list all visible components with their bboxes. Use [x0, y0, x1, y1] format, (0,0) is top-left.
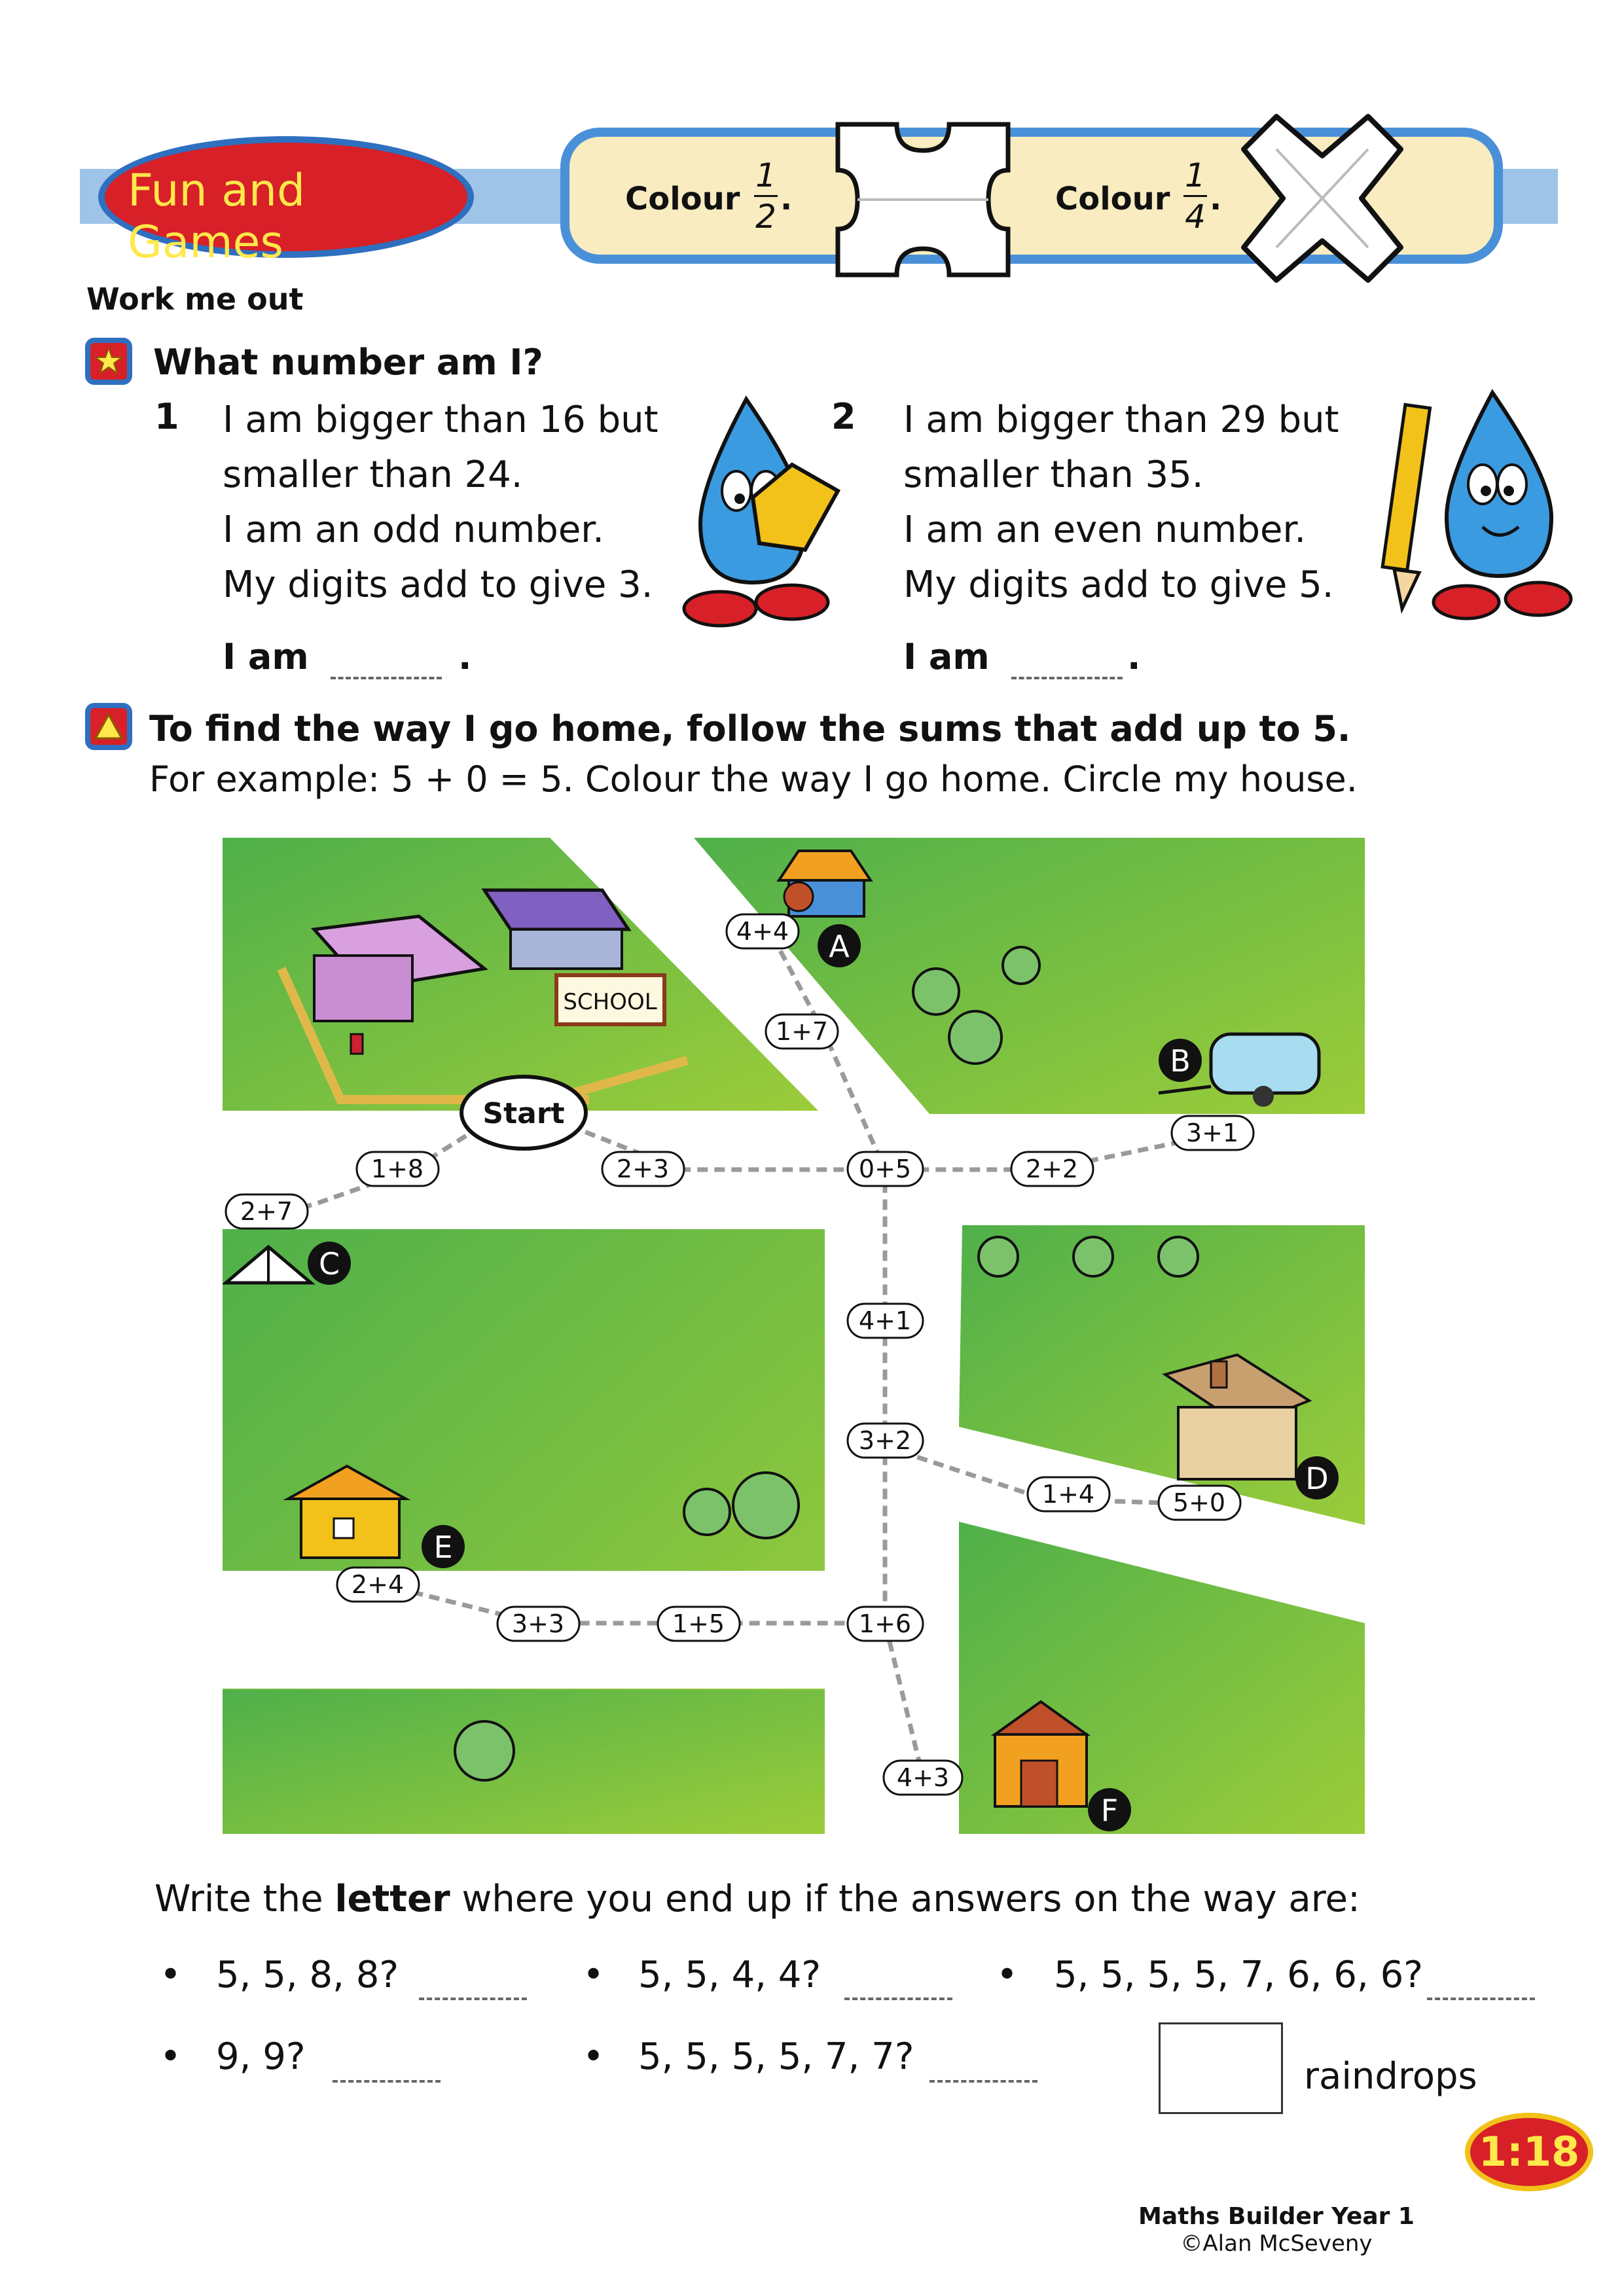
bullet-answer-3[interactable] [1427, 1998, 1535, 2000]
fraction-quarter-denominator: 4 [1185, 198, 1206, 236]
place-b-marker [1159, 1039, 1202, 1082]
colour-label-quarter: Colour [1055, 181, 1170, 217]
bullet-icon: • [160, 2036, 182, 2078]
q1-line-1: I am bigger than 16 but [223, 399, 659, 441]
letterbox-icon [351, 1034, 363, 1054]
question-c-intro [154, 1872, 1360, 1927]
sum-label [884, 1761, 962, 1795]
svg-text:B: B [1170, 1043, 1191, 1079]
triangle-icon [85, 703, 132, 750]
place-e-marker [422, 1525, 465, 1568]
fraction-half [751, 156, 780, 236]
fraction-quarter [1181, 156, 1210, 236]
bullet-answer-1[interactable] [419, 1998, 527, 2000]
bullet-text-5: 5, 5, 5, 5, 7, 7? [638, 2036, 914, 2078]
q1-line-2: smaller than 24. [223, 454, 523, 496]
sum-label [727, 914, 799, 948]
sum-label [848, 1607, 923, 1641]
q2-text [903, 393, 1375, 613]
bullet-text-3: 5, 5, 5, 5, 7, 6, 6, 6? [1054, 1954, 1423, 1996]
shape-colour-quarter[interactable] [1237, 110, 1407, 287]
bullet-answer-4[interactable] [333, 2080, 441, 2083]
dog-kennel-icon [779, 851, 871, 916]
q1-line-3: I am an odd number. [223, 509, 604, 551]
bullet-text-1: 5, 5, 8, 8? [216, 1954, 399, 1996]
svg-text:C: C [318, 1246, 340, 1282]
q1-text [223, 393, 694, 613]
svg-text:1+6: 1+6 [858, 1609, 912, 1638]
sum-label [658, 1607, 740, 1641]
svg-text:4+3: 4+3 [896, 1763, 950, 1792]
period-1: . [780, 181, 793, 217]
svg-text:4+4: 4+4 [736, 917, 789, 946]
svg-text:D: D [1305, 1461, 1329, 1496]
colour-label-half: Colour [625, 181, 740, 217]
svg-text:1+8: 1+8 [370, 1155, 424, 1183]
page-title: Fun and Games [128, 165, 306, 268]
sum-label [1011, 1152, 1093, 1186]
section-label: Work me out [86, 281, 304, 317]
svg-text:3+3: 3+3 [511, 1609, 565, 1638]
bullet-answer-2[interactable] [844, 1998, 952, 2000]
bullet-text-4: 9, 9? [216, 2036, 306, 2078]
svg-text:2+4: 2+4 [351, 1570, 405, 1599]
svg-text:5+0: 5+0 [1172, 1488, 1226, 1517]
place-c-marker [308, 1242, 351, 1285]
q2-answer-blank[interactable] [1011, 677, 1123, 679]
place-d-marker [1295, 1456, 1339, 1499]
sum-label [357, 1152, 439, 1186]
raindrop-pencil-icon [1368, 386, 1578, 622]
svg-text:1+4: 1+4 [1041, 1480, 1095, 1509]
q1-line-4: My digits add to give 3. [223, 564, 653, 606]
q2-line-2: smaller than 35. [903, 454, 1204, 496]
svg-text:2+7: 2+7 [240, 1197, 293, 1226]
bottom-left-block [223, 1690, 825, 1834]
fraction-half-denominator: 2 [755, 198, 776, 236]
svg-text:1+7: 1+7 [775, 1017, 829, 1046]
svg-text:A: A [829, 929, 850, 964]
q2-answer-prefix: I am [903, 636, 990, 677]
place-f-marker [1088, 1788, 1131, 1831]
start-label: Start [482, 1097, 565, 1130]
bullet-icon: • [583, 2036, 605, 2078]
raindrops-label: raindrops [1304, 2055, 1477, 2098]
svg-text:3+1: 3+1 [1185, 1119, 1239, 1147]
sum-label [226, 1194, 308, 1229]
q2-line-1: I am bigger than 29 but [903, 399, 1339, 441]
raindrops-score-box[interactable] [1159, 2022, 1283, 2114]
svg-text:E: E [433, 1530, 453, 1565]
svg-text:3+2: 3+2 [858, 1426, 912, 1455]
bullet-text-2: 5, 5, 4, 4? [638, 1954, 821, 1996]
sum-label [1172, 1116, 1254, 1150]
intro-before: Write the [154, 1878, 335, 1920]
star-icon [85, 338, 132, 385]
svg-text:2+3: 2+3 [616, 1155, 670, 1183]
intro-bold: letter [334, 1878, 450, 1920]
q1-number: 1 [154, 396, 179, 437]
sum-label [602, 1152, 684, 1186]
route-map[interactable] [223, 838, 1365, 1834]
question-b-title: To find the way I go home, follow the sums that add up to 5. [149, 708, 1351, 749]
question-a-title: What number am I? [153, 342, 543, 383]
footer-copyright: ©Alan McSeveny [1180, 2231, 1373, 2257]
q1-answer-blank[interactable] [331, 677, 442, 679]
bullet-icon: • [160, 1954, 182, 1996]
q2-answer-suffix: . [1127, 636, 1141, 677]
bullet-icon: • [583, 1954, 605, 1996]
q1-answer-suffix: . [458, 636, 472, 677]
sum-label [497, 1607, 579, 1641]
q1-answer-prefix: I am [223, 636, 309, 677]
q2-line-3: I am an even number. [903, 509, 1307, 551]
school-building-2 [484, 890, 628, 929]
sum-label [848, 1304, 923, 1338]
question-b-subtitle: For example: 5 + 0 = 5. Colour the way I go home. Circle my house. [149, 759, 1358, 800]
bullet-icon: • [996, 1954, 1019, 1996]
place-a-marker [818, 924, 861, 967]
sum-label [337, 1568, 419, 1602]
svg-text:2+2: 2+2 [1025, 1155, 1079, 1183]
sum-label [848, 1152, 923, 1186]
sum-label [766, 1014, 838, 1049]
raindrop-reading-icon [674, 393, 851, 628]
school-sign-text: SCHOOL [563, 989, 657, 1015]
svg-text:0+5: 0+5 [858, 1155, 912, 1183]
fraction-quarter-numerator: 1 [1185, 156, 1206, 194]
svg-text:4+1: 4+1 [858, 1306, 912, 1335]
page-number-badge: 1:18 [1465, 2113, 1593, 2191]
intro-after: where you end up if the answers on the way are: [450, 1878, 1360, 1920]
bullet-answer-5[interactable] [929, 2080, 1038, 2083]
sum-label [848, 1424, 923, 1458]
svg-text:1+5: 1+5 [672, 1609, 725, 1638]
q2-line-4: My digits add to give 5. [903, 564, 1334, 606]
q2-number: 2 [831, 396, 856, 437]
sum-label [1159, 1486, 1240, 1520]
sum-label [1028, 1477, 1110, 1511]
svg-text:F: F [1100, 1793, 1119, 1828]
fraction-half-numerator: 1 [755, 156, 776, 194]
shape-colour-half[interactable] [812, 111, 1034, 288]
period-2: . [1210, 181, 1222, 217]
footer-title: Maths Builder Year 1 [1138, 2203, 1415, 2230]
